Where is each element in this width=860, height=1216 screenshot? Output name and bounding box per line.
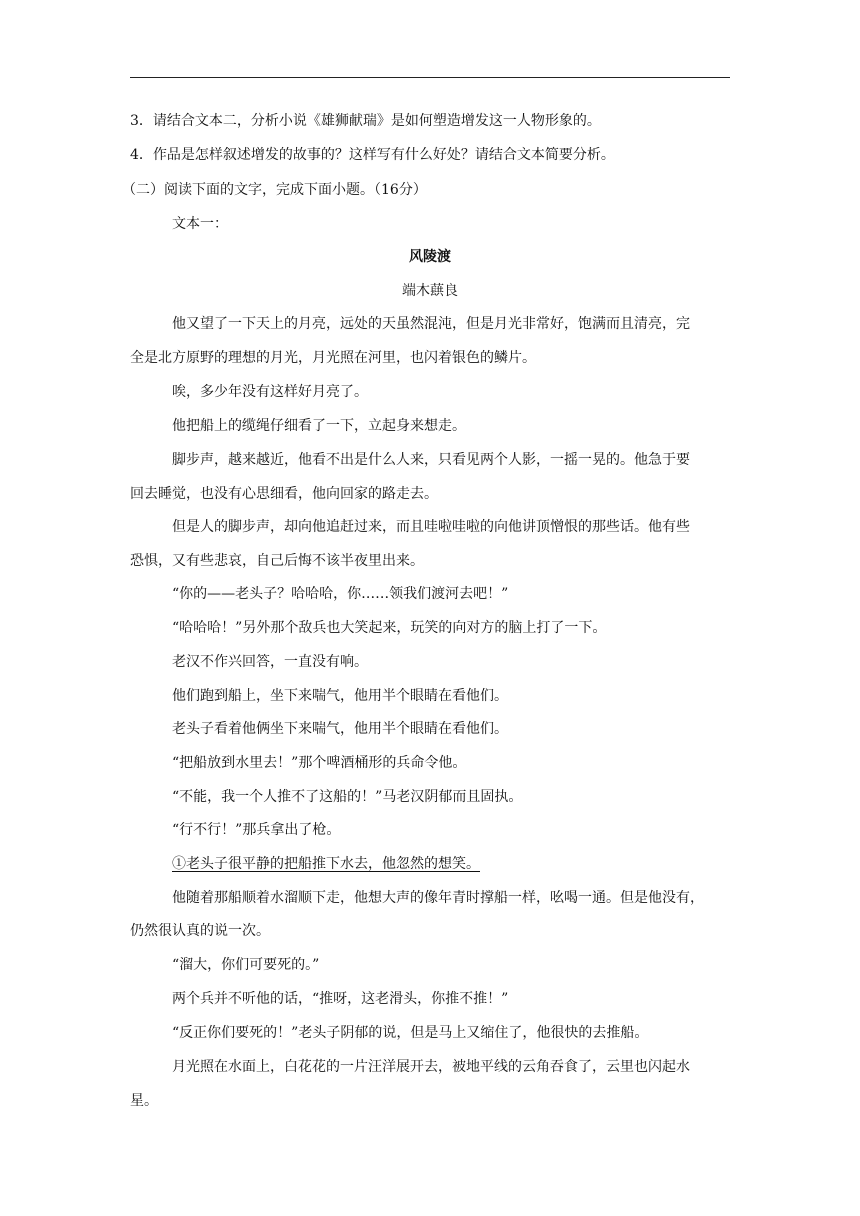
question-3: 3．请结合文本二，分析小说《雄狮献瑞》是如何塑造增发这一人物形象的。 — [130, 113, 601, 129]
question-4: 4．作品是怎样叙述增发的故事的？这样写有什么好处？请结合文本简要分析。 — [130, 147, 615, 163]
dialogue-line: “不能，我一个人推不了这船的！”马老汉阴郁而且固执。 — [172, 789, 523, 805]
paragraph-line: 星。 — [130, 1093, 158, 1109]
paragraph-line: 唉，多少年没有这样好月亮了。 — [172, 384, 368, 400]
story-title: 风陵渡 — [409, 249, 451, 265]
story-author: 端木蕻良 — [402, 283, 458, 299]
paragraph-line: 老汉不作兴回答，一直没有响。 — [172, 654, 368, 670]
paragraph-line: 全是北方原野的理想的月光，月光照在河里，也闪着银色的鳞片。 — [130, 350, 536, 366]
paragraph-line: 他们跑到船上，坐下来喘气，他用半个眼睛在看他们。 — [172, 688, 508, 704]
dialogue-line: “把船放到水里去！”那个啤酒桶形的兵命令他。 — [172, 755, 467, 771]
dialogue-line: “行不行！”那兵拿出了枪。 — [172, 822, 341, 838]
text-one-label: 文本一： — [172, 216, 228, 232]
header-rule — [130, 77, 730, 78]
underlined-sentence-1: ①老头子很平静的把船推下水去，他忽然的想笑。 — [172, 856, 480, 872]
paragraph-line: 他随着那船顺着水溜顺下走，他想大声的像年青时撑船一样，吆喝一通。但是他没有， — [172, 890, 704, 906]
paragraph-line: 他又望了一下天上的月亮，远处的天虽然混沌，但是月光非常好，饱满而且清亮，完 — [172, 316, 690, 332]
dialogue-line: “哈哈哈！”另外那个敌兵也大笑起来，玩笑的向对方的脑上打了一下。 — [172, 620, 607, 636]
paragraph-line: 但是人的脚步声，却向他追赶过来，而且哇啦哇啦的向他讲顶憎恨的那些话。他有些 — [172, 519, 690, 535]
paragraph-line: 老头子看着他俩坐下来喘气，他用半个眼睛在看他们。 — [172, 721, 508, 737]
paragraph-line: 月光照在水面上，白花花的一片汪洋展开去，被地平线的云角吞食了，云里也闪起水 — [172, 1059, 690, 1075]
paragraph-line: 仍然很认真的说一次。 — [130, 923, 270, 939]
paragraph-line: 恐惧，又有些悲哀，自己后悔不该半夜里出来。 — [130, 553, 424, 569]
paragraph-line: 回去睡觉，也没有心思细看，他向回家的路走去。 — [130, 486, 438, 502]
paragraph-line: 两个兵并不听他的话，“推呀，这老滑头，你推不推！” — [172, 991, 509, 1007]
section-instruction: （二）阅读下面的文字，完成下面小题。（16分） — [122, 182, 427, 198]
dialogue-line: “反正你们要死的！”老头子阴郁的说，但是马上又缩住了，他很快的去推船。 — [172, 1025, 649, 1041]
dialogue-line: “溜大，你们可要死的。” — [172, 957, 320, 973]
paragraph-line: 脚步声，越来越近，他看不出是什么人来，只看见两个人影，一摇一晃的。他急于要 — [172, 452, 690, 468]
paragraph-line: 他把船上的缆绳仔细看了一下，立起身来想走。 — [172, 418, 466, 434]
dialogue-line: “你的——老头子？哈哈哈，你……领我们渡河去吧！” — [172, 586, 509, 602]
